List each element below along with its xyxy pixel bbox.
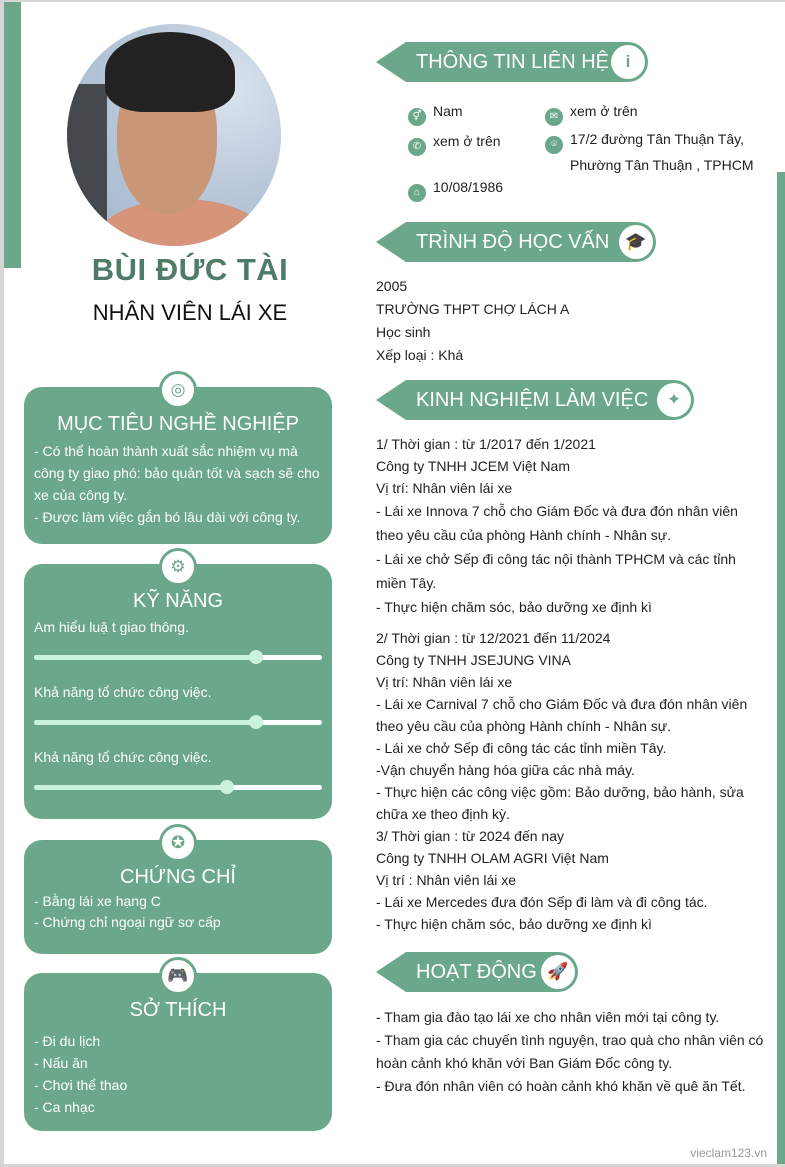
hobby-line: - Ca nhạc — [34, 1099, 95, 1115]
birthday-cake-icon: ⌂ — [408, 184, 426, 202]
certificate-line: - Bằng lái xe hạng C — [34, 893, 161, 909]
certificates-card — [24, 833, 332, 954]
right-accent-bar — [777, 172, 785, 1164]
experience-list — [376, 433, 766, 935]
job-entry: 1/ Thời gian : từ 1/2017 đến 1/2021 Công ty TNHH JCEM Việt Nam Vị trí: Nhân viên lái xe - Lái xe Innova 7 chỗ cho Giám Đốc và đưa đón nhân viên theo yêu cầu của phòng Hành chính - Nhân sự. - Lái xe chở Sếp đi công tác nội thành TPHCM và các tỉnh miền Tây. - Thực hiện chăm sóc, bảo dưỡng xe định kì — [376, 436, 738, 615]
education-details — [376, 275, 766, 367]
graduation-cap-icon: 🎓 — [619, 225, 653, 259]
objective-line: - Được làm việc gắn bó lâu dài với công ty. — [34, 509, 301, 525]
phone-field: ✆ xem ở trên — [408, 130, 501, 156]
job-title: NHÂN VIÊN LÁI XE — [92, 300, 288, 325]
activity-line: - Tham gia đào tạo lái xe cho nhân viên mới tại công ty. — [376, 1009, 720, 1025]
avatar — [67, 24, 281, 246]
award-icon: ✪ — [159, 824, 197, 862]
education-grade: Xếp loại : Khá — [376, 347, 464, 363]
gamepad-icon: 🎮 — [159, 957, 197, 995]
skill-label: Khả năng tổ chức công việc. — [34, 684, 212, 700]
hobby-line: - Đi du lịch — [34, 1033, 101, 1049]
target-icon: ◎ — [159, 371, 197, 409]
job-entry: 3/ Thời gian : từ 2024 đến nay Công ty TNHH OLAM AGRI Việt Nam Vị trí : Nhân viên lái xe - Lái xe Mercedes đưa đón Sếp đi làm và đi công tác. - Thực hiện chăm sóc, bảo dưỡng xe định kì — [376, 828, 708, 932]
certificate-line: - Chứng chỉ ngoại ngữ sơ cấp — [34, 914, 221, 930]
certificates-title: CHỨNG CHỈ — [120, 866, 236, 888]
email-icon: ✉ — [545, 108, 563, 126]
activity-line: - Đưa đón nhân viên có hoàn cảnh khó khăn về quê ăn Tết. — [376, 1078, 746, 1094]
hobby-line: - Nấu ăn — [34, 1055, 88, 1071]
gears-icon: ⚙ — [159, 548, 197, 586]
hobbies-card — [24, 966, 332, 1131]
watermark: vieclam123.vn — [690, 1146, 767, 1160]
experience-title: KINH NGHIỆM LÀM VIỆC — [416, 389, 649, 411]
info-icon: i — [611, 45, 645, 79]
email-field: ✉ xem ở trên — [545, 100, 638, 126]
skill-label: Am hiểu luậ t giao thông. — [34, 619, 189, 635]
contact-title: THÔNG TIN LIÊN HỆ — [416, 51, 609, 73]
education-year: 2005 — [376, 278, 408, 294]
education-school: TRƯỜNG THPT CHỢ LÁCH A — [376, 301, 570, 317]
activities-list — [376, 1006, 766, 1098]
education-title: TRÌNH ĐỘ HỌC VẤN — [416, 231, 610, 253]
phone-icon: ✆ — [408, 138, 426, 156]
gender-icon: ⚥ — [408, 108, 426, 126]
objective-title: MỤC TIÊU NGHỀ NGHIỆP — [57, 413, 299, 435]
activity-line: - Tham gia các chuyến tình nguyện, trao quà cho nhân viên có hoàn cảnh khó khăn với Ban Giám Đốc công ty. — [376, 1032, 764, 1071]
skill-item — [34, 617, 322, 660]
skill-item — [34, 682, 322, 725]
hobbies-title: SỞ THÍCH — [129, 999, 227, 1021]
location-pin-icon: ⌾ — [545, 136, 563, 154]
hobby-line: - Chơi thể thao — [34, 1077, 128, 1093]
skills-card — [24, 557, 332, 819]
sparkle-icon: ✦ — [657, 383, 691, 417]
address-field: ⌾ 17/2 đường Tân Thuận Tây, Phường Tân Thuận , TPHCM — [545, 128, 754, 176]
activities-title: HOẠT ĐỘNG — [416, 961, 537, 983]
skill-bar — [34, 785, 322, 790]
left-accent-bar — [4, 2, 21, 268]
job-entry: 2/ Thời gian : từ 12/2021 đến 11/2024 Công ty TNHH JSEJUNG VINA Vị trí: Nhân viên lái xe - Lái xe Carnival 7 chỗ cho Giám Đốc và đưa đón nhân viên theo yêu cầu của phòng Hành chính - Nhân sự. - Lái xe chở Sếp đi công tác các tỉnh miền Tây. -Vận chuyển hàng hóa giữa các nhà máy. - Thực hiện các công việc gồm: Bảo dưỡng, bảo hành, sửa chữa xe theo định kỳ. — [376, 630, 748, 822]
skill-bar — [34, 720, 322, 725]
rocket-icon: 🚀 — [541, 955, 575, 989]
skill-label: Khả năng tổ chức công việc. — [34, 749, 212, 765]
education-role: Học sinh — [376, 324, 431, 340]
cv-page — [4, 2, 785, 1164]
birthday-field: ⌂ 10/08/1986 — [408, 176, 503, 202]
candidate-name: BÙI ĐỨC TÀI — [91, 252, 289, 287]
skill-item — [34, 747, 322, 790]
objective-line: - Có thể hoàn thành xuất sắc nhiệm vụ mà công ty giao phó: bảo quản tốt và sạch sẽ cho xe của công ty. — [34, 443, 320, 503]
objective-card — [24, 380, 332, 544]
skill-bar — [34, 655, 322, 660]
skills-title: KỸ NĂNG — [132, 590, 224, 612]
gender-field: ⚥ Nam — [408, 100, 463, 126]
